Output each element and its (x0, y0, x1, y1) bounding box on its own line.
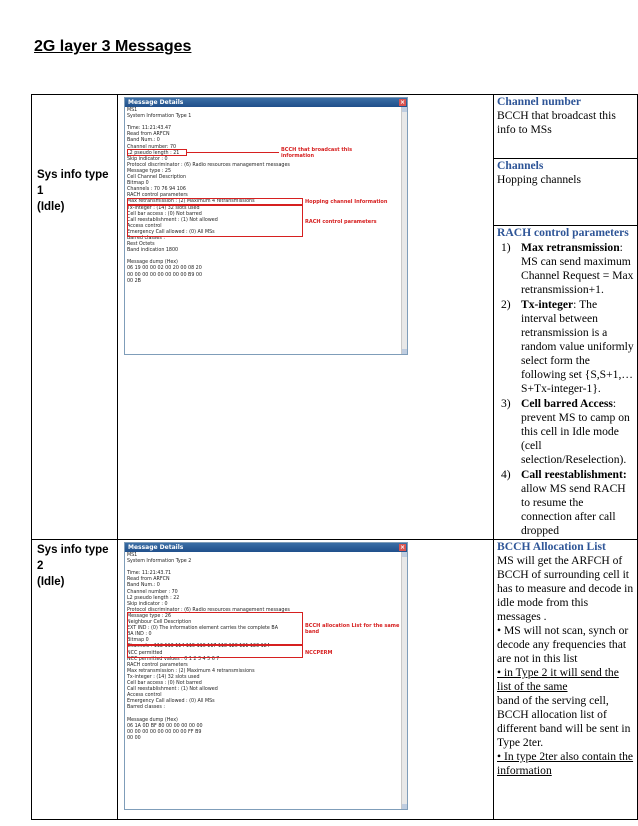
note-text: • in Type 2 it will send the list of the same (497, 666, 619, 693)
message-line: MS1 (127, 108, 138, 113)
message-line: L2 pseudo length : 22 (127, 595, 180, 601)
message-line: BA IND : 0 (127, 632, 152, 638)
message-line: 00 00 00 00 00 00 00 00 FF B9 (127, 729, 202, 735)
note-text: • In type 2ter also contain the information (497, 750, 634, 777)
note-heading: Channel number (497, 95, 582, 108)
annotation-hopping: Hopping channel Information (305, 199, 388, 205)
message-line: Emergency Call allowed : (0) All MSs (127, 229, 215, 235)
message-line: Protocol discriminator : (6) Radio resources management messages (127, 607, 290, 613)
message-line: NCC permitted (127, 650, 163, 656)
message-line: 00 00 00 00 00 00 00 00 B9 00 (127, 272, 203, 278)
highlight-connector (187, 152, 279, 153)
message-line: 06 19 00 00 02 00 20 00 08 20 (127, 266, 202, 272)
message-line: Tx-integer : (14) 32 slots used (127, 205, 200, 211)
highlight-rach (127, 205, 303, 237)
message-line: Channel number : 70 (127, 589, 178, 595)
messages-table (31, 94, 638, 820)
note-text: MS will get the ARFCH of BCCH of surrounding cell it has to measure and decode in idle mode from this messages . (497, 554, 634, 623)
message-line: MS1 (127, 553, 138, 558)
message-lines (125, 107, 407, 286)
message-line: RACH control parameters (127, 193, 188, 199)
highlight-ncc (127, 645, 303, 658)
message-line: Time: 11:21:43.47 (127, 126, 172, 132)
note-text: BCCH that broadcast this info to MSs (497, 109, 616, 136)
message-line: Emergency Call allowed : (0) All MSs (127, 699, 215, 705)
screenshot-cell (118, 540, 494, 820)
note-rach (497, 226, 634, 538)
row-label (32, 95, 118, 540)
row-label-line: (Idle) (37, 201, 65, 213)
rach-list (497, 241, 634, 538)
note-text: band of the serving cell, BCCH allocation list of different band will be sent in Type 2ter. (497, 694, 631, 749)
message-line: Bitmap 0 (127, 638, 149, 644)
row-label-line: Sys info type (37, 169, 109, 181)
annotation-nccperm: NCCPERM (305, 650, 333, 656)
window-titlebar (125, 98, 407, 107)
message-line: 06 1A 0D BF 80 00 00 00 00 00 (127, 723, 203, 729)
window-title: Message Details (128, 99, 184, 106)
message-line: Band indication 1800 (127, 248, 179, 254)
message-line: Skip indicator : 0 (127, 156, 168, 162)
message-line: Bitmap 0 (127, 181, 149, 187)
message-line: Read from ARFCN (127, 577, 170, 583)
message-line: EXT IND : (0) The information element carries the complete BA (127, 626, 278, 632)
row-label (32, 540, 118, 820)
message-line: Tx-integer : (14) 32 slots used (127, 674, 200, 680)
row-label-line: 1 (37, 185, 44, 197)
message-line: 00 2B (127, 278, 141, 284)
message-line: Cell bar access : (0) Not barred (127, 680, 202, 686)
note-heading: Channels (497, 159, 544, 172)
message-line: Message type : 25 (127, 168, 172, 174)
scrollbar[interactable] (401, 552, 407, 809)
list-item: 2) Tx-integer: The interval between retransmission is a random value uniformly select form the following set {S,S+1,…S+Tx-integer-1}. (501, 298, 634, 395)
scrollbar[interactable] (401, 107, 407, 354)
message-line: Protocol discriminator : (6) Radio resources management messages (127, 162, 290, 168)
message-line: Cell bar access : (0) Not barred (127, 211, 202, 217)
message-details-window (124, 542, 408, 810)
page-title: 2G layer 3 Messages (34, 38, 192, 55)
highlight-channels (127, 198, 303, 205)
message-line: Call reestablishment : (1) Not allowed (127, 687, 218, 693)
message-line: System Information Type 2 (127, 559, 192, 565)
message-line: Channels : 70 76 94 106 (127, 187, 186, 193)
row-label-line: 2 (37, 560, 44, 572)
message-line: Access control (127, 693, 162, 699)
message-line: NCC permitted values : 0 1 2 3 4 5 6 7 (127, 656, 220, 662)
message-line: Cell Channel Description (127, 175, 187, 181)
note-text: • MS will not scan, synch or decode any frequencies that are not in this list (497, 624, 629, 665)
message-line: Channel number: 70 (127, 144, 177, 150)
note-heading: RACH control parameters (497, 226, 629, 239)
window-title: Message Details (128, 544, 184, 551)
close-icon[interactable]: × (399, 544, 406, 551)
note-channel-number (494, 95, 637, 159)
highlight-neighbour-cells (127, 612, 303, 645)
message-line: Barred classes : (127, 235, 166, 241)
list-item: 4) Call reestablishment: allow MS send RACH to resume the connection after call dropped (501, 468, 627, 537)
close-icon[interactable]: × (399, 99, 406, 106)
message-line: 00 00 (127, 735, 141, 741)
note-heading: BCCH Allocation List (497, 540, 606, 553)
row-label-line: (Idle) (37, 576, 65, 588)
message-line: Band Num.: 0 (127, 138, 160, 144)
message-line: Neighbour Cell Description (127, 620, 192, 626)
message-details-window (124, 97, 408, 355)
message-line: L2 pseudo length : 21 (127, 150, 180, 156)
message-line: Band Num.: 0 (127, 583, 160, 589)
note-channels (494, 159, 637, 226)
notes-cell (494, 95, 638, 540)
message-line: Channels : 112 113 114 115 116 117 118 120 121 123 124 (127, 644, 270, 650)
message-line: Max retransmission : (2) Maximum 4 retransmissions (127, 199, 255, 205)
annotation-bcch-list: BCCH allocation List for the same band (305, 623, 400, 635)
message-line: Max retransmission : (2) Maximum 4 retransmissions (127, 668, 255, 674)
window-titlebar (125, 543, 407, 552)
message-line: Message dump (Hex) (127, 717, 178, 723)
screenshot-cell (118, 95, 494, 540)
table-row (32, 540, 638, 820)
highlight-channel-number (127, 149, 187, 156)
message-line: Access control (127, 223, 162, 229)
list-item: 3) Cell barred Access: prevent MS to camp on this cell in Idle mode (cell selection/Reselection). (501, 397, 630, 466)
message-line: RACH control parameters (127, 662, 188, 668)
message-line: Skip indicator : 0 (127, 601, 168, 607)
message-line: Time: 11:21:43.71 (127, 571, 172, 577)
annotation-rach: RACH control parameters (305, 219, 377, 225)
note-text: Hopping channels (497, 173, 582, 186)
row-label-line: Sys info type (37, 544, 109, 556)
annotation-bcch: BCCH that broadcast this information (281, 147, 353, 159)
notes-cell (494, 540, 638, 820)
message-line: Rest Octets (127, 242, 155, 248)
message-line: Message type : 26 (127, 613, 172, 619)
message-line: Call reestablishment : (1) Not allowed (127, 217, 218, 223)
message-line: Read from ARFCN (127, 132, 170, 138)
list-item: 1) Max retransmission: MS can send maximum Channel Request = Max retransmission+1. (501, 241, 634, 296)
message-line: Message dump (Hex) (127, 260, 178, 266)
table-row (32, 95, 638, 540)
message-line: System Information Type 1 (127, 114, 192, 120)
message-line: Barred classes : (127, 705, 166, 711)
